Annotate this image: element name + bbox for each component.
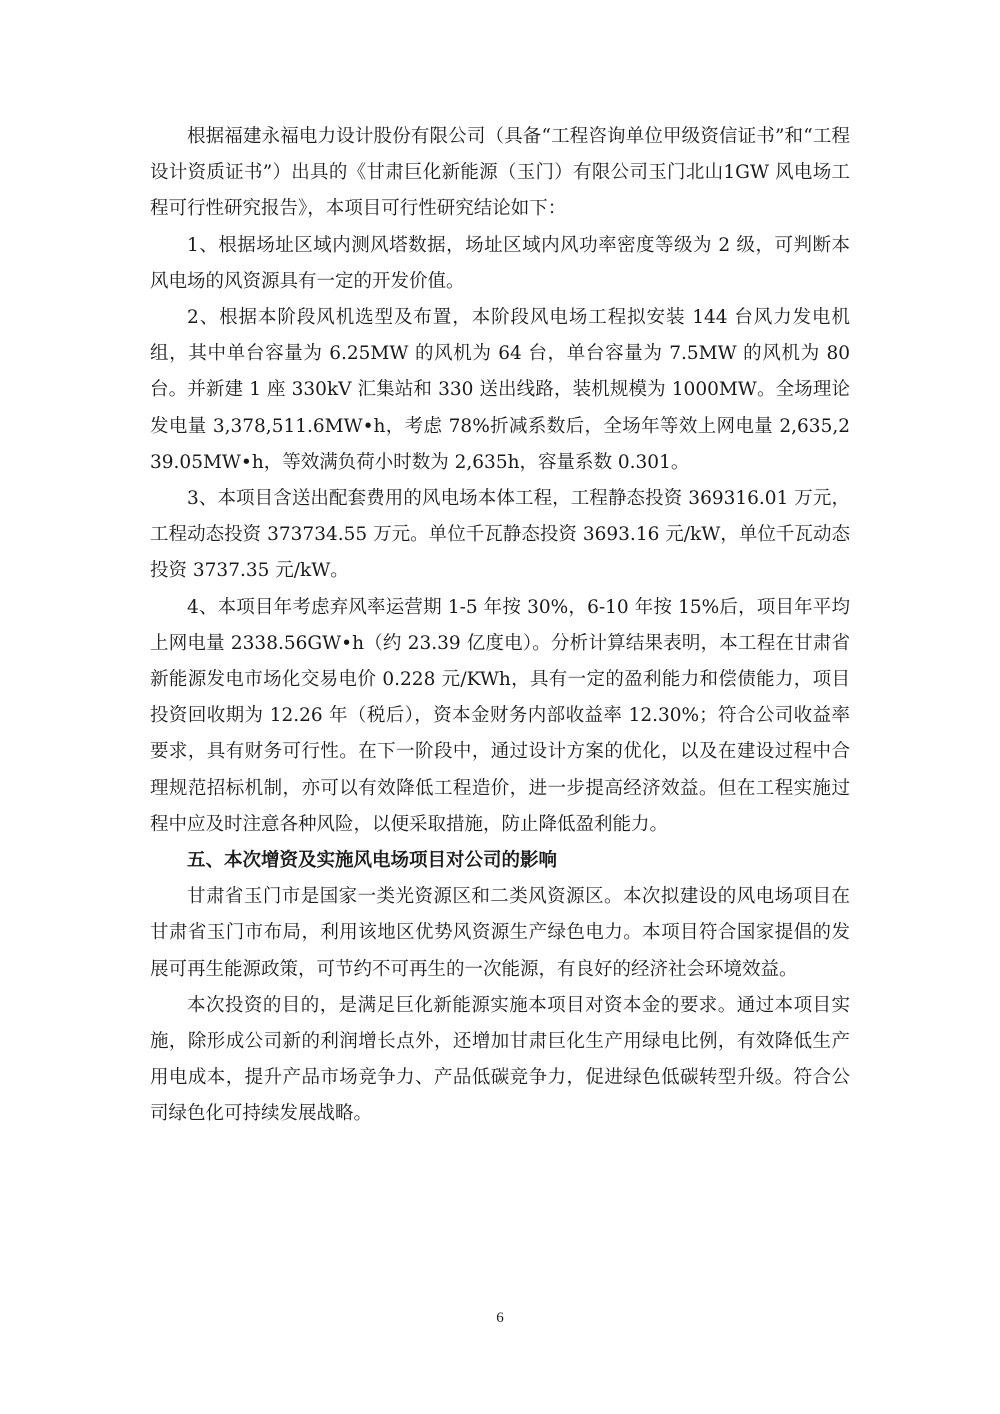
- section-heading: 五、本次增资及实施风电场项目对公司的影响: [187, 850, 558, 872]
- impact-paragraph-2: 本次投资的目的，是满足巨化新能源实施本项目对资本金的要求。通过本项目实施，除形成公司新的利润增长点外，还增加甘肃巨化生产用绿电比例，有效降低生产用电成本，提升产品市场竞争力、产品低碳竞争力，促进绿色低碳转型升级。符合公司绿色化可持续发展战略。: [150, 994, 850, 1125]
- document-body: [150, 119, 850, 1133]
- conclusion-item-1: 1、根据场址区域内测风塔数据，场址区域内风功率密度等级为 2 级，可判断本风电场的风资源具有一定的开发价值。: [150, 234, 850, 292]
- conclusion-item-3: 3、本项目含送出配套费用的风电场本体工程，工程静态投资 369316.01 万元，工程动态投资 373734.55 万元。单位千瓦静态投资 3693.16 元/kW，单位千瓦动态投资 3737.35 元/kW。: [150, 488, 850, 582]
- page-number: 6: [496, 1310, 504, 1326]
- impact-paragraph-1: 甘肃省玉门市是国家一类光资源区和二类风资源区。本次拟建设的风电场项目在甘肃省玉门市布局，利用该地区优势风资源生产绿色电力。本项目符合国家提倡的发展可再生能源政策，可节约不可再生的一次能源，有良好的经济社会环境效益。: [150, 886, 850, 980]
- intro-paragraph: 根据福建永福电力设计股份有限公司（具备“工程咨询单位甲级资信证书”和“工程设计资质证书”）出具的《甘肃巨化新能源（玉门）有限公司玉门北山1GW 风电场工程可行性研究报告》，本项目可行性研究结论如下：: [150, 126, 850, 220]
- conclusion-item-4: 4、本项目年考虑弃风率运营期 1-5 年按 30%，6-10 年按 15%后，项目年平均上网电量 2338.56GW•h（约 23.39 亿度电）。分析计算结果表明，本工程在甘肃省新能源发电市场化交易电价 0.228 元/KWh，具有一定的盈利能力和偿债能力，项目投资回收期为 12.26 年（税后），资本金财务内部收益率 12.30%；符合公司收益率要求，具有财务可行性。在下一阶段中，通过设计方案的优化，以及在建设过程中合理规范招标机制，亦可以有效降低工程造价，进一步提高经济效益。但在工程实施过程中应及时注意各种风险，以便采取措施，防止降低盈利能力。: [150, 596, 850, 835]
- conclusion-item-2: 2、根据本阶段风机选型及布置，本阶段风电场工程拟安装 144 台风力发电机组，其中单台容量为 6.25MW 的风机为 64 台，单台容量为 7.5MW 的风机为 80 台。并新建 1 座 330kV 汇集站和 330 送出线路，装机规模为 1000MW。全场理论发电量 3,378,511.6MW•h，考虑 78%折减系数后，全场年等效上网电量 2,635,239.05MW•h，等效满负荷小时数为 2,635h，容量系数 0.301。: [150, 307, 850, 473]
